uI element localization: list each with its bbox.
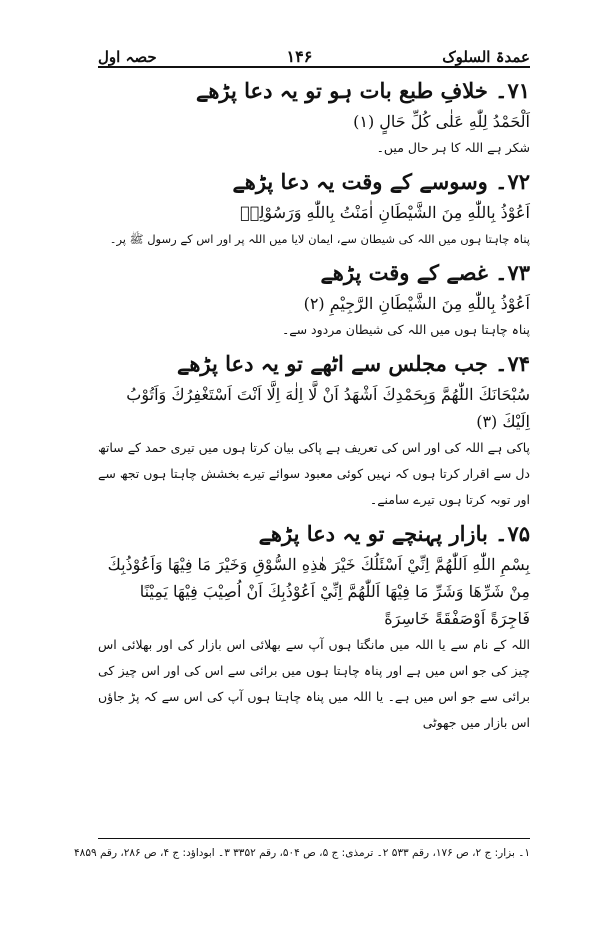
section-71 bbox=[98, 74, 530, 161]
section-heading: ۷۴۔ جب مجلس سے اٹھے تو یہ دعا پڑھے bbox=[177, 351, 530, 376]
page-number: ۱۴۶ bbox=[286, 47, 313, 66]
arabic-dua: سُبْحَانَكَ اللّٰهُمَّ وَبِحَمْدِكَ اَشْهَدُ اَنْ لَّا اِلٰهَ اِلَّا اَنْتَ اَسْتَغْفِرُكَ وَاَتُوْبُ اِلَيْكَ (۳) bbox=[126, 385, 530, 431]
volume-label: حصہ اول bbox=[98, 48, 157, 66]
section-74 bbox=[98, 347, 530, 513]
arabic-dua: اَلْحَمْدُ لِلّٰهِ عَلٰى كُلِّ حَالٍ (۱) bbox=[353, 112, 530, 131]
footnotes: ۱۔ بزار: ج ۲، ص ۱۷۶، رقم ۵۳۳ ۲۔ ترمذی: ج ۵، ص ۵۰۴، رقم ۳۳۵۲ ۳۔ ابوداؤد: ج ۴، ص ۲۸۶، رقم ۴۸۵۹ bbox=[98, 838, 530, 861]
section-72 bbox=[98, 165, 530, 252]
urdu-translation: شکر ہے اللہ کا ہر حال میں۔ bbox=[376, 140, 530, 155]
arabic-dua: اَعُوْذُ بِاللّٰهِ مِنَ الشَّيْطَانِ الرَّجِيْمِ (۲) bbox=[303, 294, 530, 313]
urdu-translation: پناہ چاہتا ہوں میں اللہ کی شیطان سے، ایمان لایا میں اللہ پر اور اس کے رسول ﷺ پر۔ bbox=[109, 232, 530, 246]
section-heading: ۷۵۔ بازار پہنچے تو یہ دعا پڑھے bbox=[258, 521, 530, 546]
section-heading: ۷۳۔ غصے کے وقت پڑھے bbox=[320, 260, 530, 285]
urdu-translation: اللہ کے نام سے یا اللہ میں مانگتا ہوں آپ سے بھلائی اس بازار کی اور بھلائی اس چیز کی جو اس میں ہے اور پناہ چاہتا ہوں میں برائی سے اس کی اور اس چیز کی برائی سے جو اس میں ہے۔ یا اللہ میں پناہ چاہتا ہوں آپ کی اس سے کہ پڑ جاؤں اس بازار میں جھوٹی bbox=[98, 637, 530, 730]
arabic-dua: اَعُوْذُ بِاللّٰهِ مِنَ الشَّيْطَانِ اٰمَنْتُ بِاللّٰهِ وَرَسُوْلِهٖ bbox=[240, 203, 530, 222]
arabic-dua: بِسْمِ اللّٰهِ اَللّٰهُمَّ اِنِّيْ اَسْئَلُكَ خَيْرَ هٰذِهِ السُّوْقِ وَخَيْرَ مَا فِيْهَا وَاَعُوْذُبِكَ مِنْ شَرِّهَا وَشَرِّ مَا فِيْهَا اَللّٰهُمَّ اِنِّيْ اَعُوْذُبِكَ اَنْ اُصِيْبَ فِيْهَا يَمِيْنًا فَاجِرَةً اَوْصَفْقَةً خَاسِرَةً bbox=[107, 555, 530, 628]
section-75 bbox=[98, 517, 530, 736]
urdu-translation: پاکی ہے اللہ کی اور اس کی تعریف ہے پاکی بیان کرتا ہوں میں تیری حمد کے ساتھ دل سے اقرار کرتا ہوں کہ نہیں کوئی معبود سوائے تیرے بخشش چاہتا ہوں تجھ سے اور توبہ کرتا ہوں تیرے سامنے۔ bbox=[98, 440, 530, 507]
urdu-translation: پناہ چاہتا ہوں میں اللہ کی شیطان مردود سے۔ bbox=[281, 322, 530, 337]
page-content bbox=[98, 74, 530, 740]
section-heading: ۷۲۔ وسوسے کے وقت یہ دعا پڑھے bbox=[232, 169, 530, 194]
section-heading: ۷۱۔ خلافِ طبع بات ہو تو یہ دعا پڑھے bbox=[196, 78, 530, 103]
page-header bbox=[98, 36, 530, 68]
section-73 bbox=[98, 256, 530, 343]
book-title: عمدۃ السلوک bbox=[442, 48, 530, 66]
